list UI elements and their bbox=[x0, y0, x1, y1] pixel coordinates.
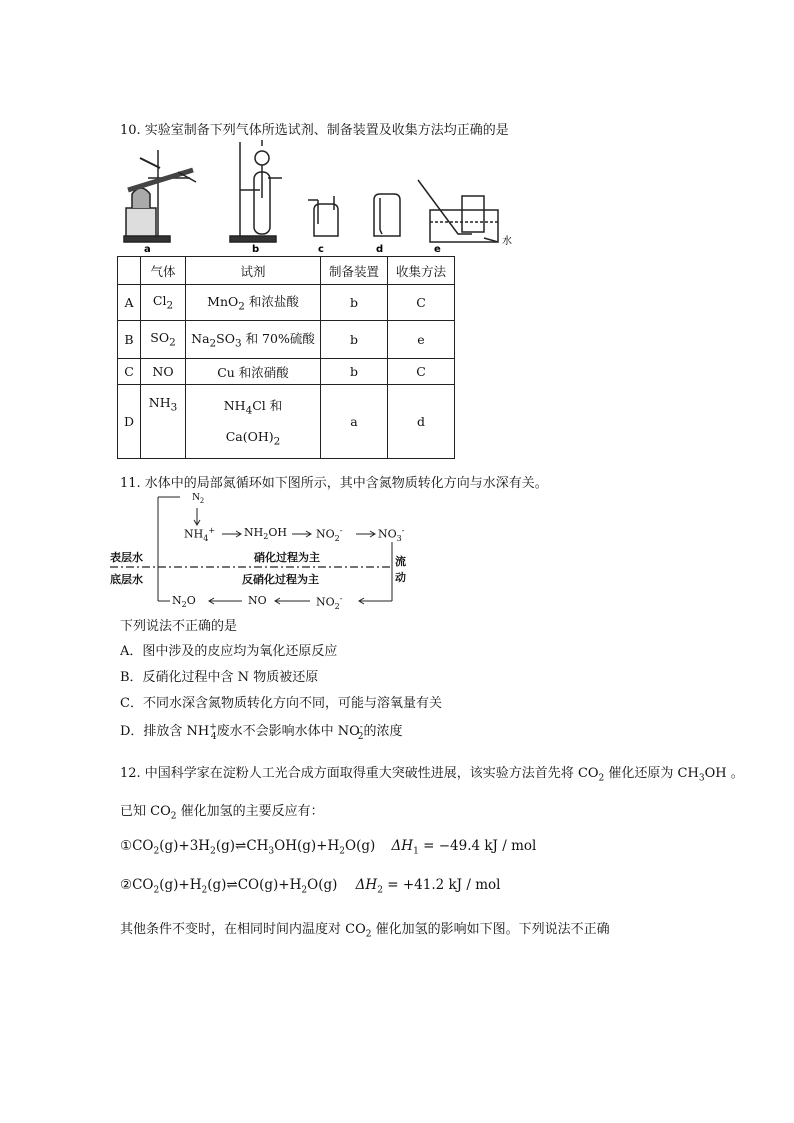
table-row: A $Cl_2$ MnO$_2$ 和浓盐酸 b C bbox=[118, 285, 455, 321]
apparatus-c bbox=[308, 196, 338, 236]
bottom-water-label: 底层水 bbox=[110, 573, 143, 586]
nitrification-label: 硝化过程为主 bbox=[254, 551, 320, 564]
q11-prompt: 下列说法不正确的是 bbox=[120, 619, 238, 634]
apparatus-a bbox=[124, 150, 196, 242]
n2-label: $N_2$ bbox=[192, 491, 204, 506]
nitrogen-cycle-diagram bbox=[110, 490, 430, 611]
surface-water-label: 表层水 bbox=[110, 551, 143, 564]
apparatus-label-b: b bbox=[252, 244, 260, 255]
header-cell: 试剂 bbox=[186, 257, 321, 285]
n2o-label: $N_2O$ bbox=[172, 594, 196, 610]
nh4-label: $NH_4^+$ bbox=[184, 526, 216, 543]
q12-last-line: 其他条件不变时，在相同时间内温度对 $CO_2$ 催化加氢的影响如下图。下列说法不正确 bbox=[120, 922, 610, 940]
q12-known: 已知 $CO_2$ 催化加氢的主要反应有： bbox=[120, 804, 324, 822]
apparatus-water-label: 水 bbox=[502, 236, 512, 247]
apparatus-label-a: a bbox=[144, 244, 151, 255]
equation-2: $②CO_2(g)+H_2(g)\rightleftharpoons CO(g)+H_2O(g) \Delta H_2 = +41.2$ kJ / mol bbox=[120, 877, 501, 896]
header-cell: 气体 bbox=[141, 257, 186, 285]
nh2oh-label: $NH_2OH$ bbox=[244, 526, 287, 542]
no2-top-label: $NO_2^-$ bbox=[316, 526, 343, 543]
apparatus-b bbox=[230, 140, 282, 242]
q10-table bbox=[117, 256, 455, 459]
no2-bottom-label: $NO_2^-$ bbox=[316, 594, 343, 611]
q11-stem: 11. 水体中的局部氮循环如下图所示，其中含氮物质转化方向与水深有关。 bbox=[120, 476, 548, 491]
q11-option-c: C．不同水深含氮物质转化方向不同，可能与溶氧量有关 bbox=[120, 696, 442, 711]
no3-label: $NO_3^-$ bbox=[378, 526, 405, 543]
denitrification-label: 反硝化过程为主 bbox=[242, 573, 319, 586]
apparatus-d bbox=[374, 194, 400, 236]
equation-1: $①CO_2(g)+3H_2(g)\rightleftharpoons CH_3OH(g)+H_2O(g) \Delta H_1 = -49.4$ kJ / mol bbox=[120, 838, 537, 857]
header-cell bbox=[118, 257, 141, 285]
q10-stem: 10. 实验室制备下列气体所选试剂、制备装置及收集方法均正确的是 bbox=[120, 123, 509, 138]
apparatus-figure bbox=[118, 138, 518, 256]
apparatus-e bbox=[418, 180, 498, 242]
table-row: C NO Cu 和浓硝酸 b C bbox=[118, 359, 455, 385]
no-label: NO bbox=[248, 594, 267, 607]
table-row: B $SO_2$ $Na_2SO_3$ 和 70%硫酸 b e bbox=[118, 321, 455, 359]
header-cell: 制备装置 bbox=[321, 257, 388, 285]
header-cell: 收集方法 bbox=[388, 257, 455, 285]
flow-label: 流 动 bbox=[395, 555, 406, 584]
apparatus-label-c: c bbox=[318, 244, 324, 255]
apparatus-label-d: d bbox=[376, 244, 384, 255]
table-header-row bbox=[118, 257, 455, 285]
table-row: D $NH_3$ $NH_4Cl$ 和 $Ca(OH)_2$ a d bbox=[118, 385, 455, 459]
q11-option-a: A．图中涉及的皮应均为氧化还原反应 bbox=[120, 644, 338, 659]
q12-stem: 12. 中国科学家在淀粉人工光合成方面取得重大突破性进展，该实验方法首先将 $CO_2$ 催化还原为 $CH_3OH$ 。 bbox=[120, 766, 744, 784]
apparatus-label-e: e bbox=[434, 244, 441, 255]
q11-option-d: D．排放含 $NH^+_4$废水不会影响水体中 $NO^-_2$的浓度 bbox=[120, 722, 403, 742]
q11-option-b: B．反硝化过程中含 N 物质被还原 bbox=[120, 670, 319, 685]
